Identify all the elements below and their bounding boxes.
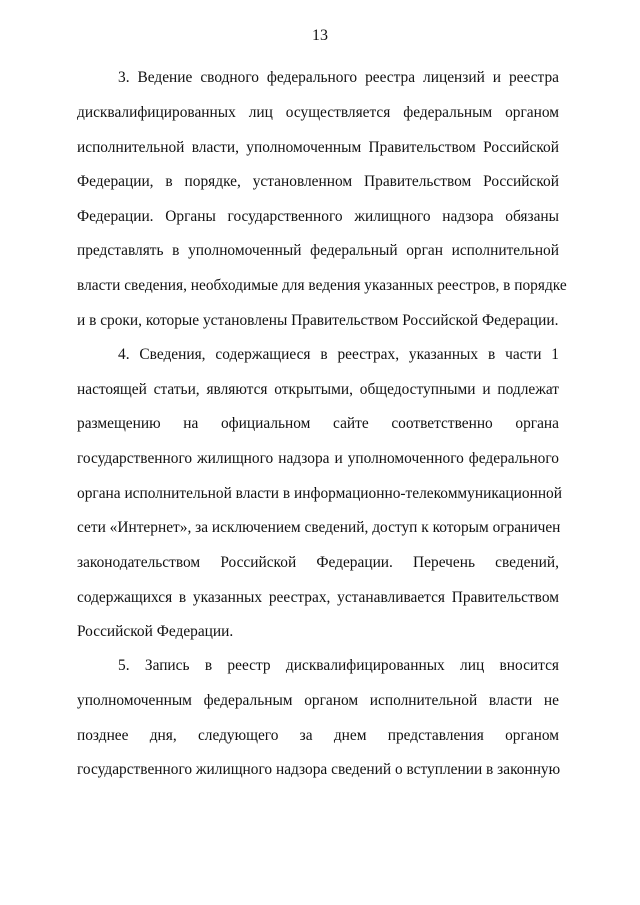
- paragraph-4-line: законодательством Российской Федерации. Перечень сведений,: [77, 554, 559, 571]
- paragraph-4-line: размещению на официальном сайте соответственно органа: [77, 415, 559, 432]
- page-number: 13: [312, 27, 328, 44]
- paragraph-4-line: содержащихся в указанных реестрах, устанавливается Правительством: [77, 589, 559, 606]
- paragraph-4-line: государственного жилищного надзора и уполномоченного федерального: [77, 450, 559, 467]
- paragraph-4-line: настоящей статьи, являются открытыми, общедоступными и подлежат: [77, 381, 559, 398]
- paragraph-5-line: государственного жилищного надзора сведений о вступлении в законную: [77, 761, 561, 778]
- paragraph-5-line: 5. Запись в реестр дисквалифицированных лиц вносится: [118, 657, 559, 674]
- paragraph-3-line: и в сроки, которые установлены Правительством Российской Федерации.: [77, 312, 559, 329]
- paragraph-4-line: Российской Федерации.: [77, 623, 234, 640]
- paragraph-3-line: дисквалифицированных лиц осуществляется федеральным органом: [77, 104, 559, 121]
- paragraph-4-line: 4. Сведения, содержащиеся в реестрах, указанных в части 1: [118, 346, 559, 363]
- paragraph-3-line: власти сведения, необходимые для ведения указанных реестров, в порядке: [77, 277, 567, 294]
- paragraph-5-line: уполномоченным федеральным органом исполнительной власти не: [77, 692, 559, 709]
- paragraph-3-line: представлять в уполномоченный федеральный орган исполнительной: [77, 242, 559, 259]
- paragraph-3-line: 3. Ведение сводного федерального реестра лицензий и реестра: [118, 69, 559, 86]
- paragraph-3-line: Федерации. Органы государственного жилищного надзора обязаны: [77, 208, 559, 225]
- paragraph-5-line: позднее дня, следующего за днем представления органом: [77, 727, 559, 744]
- paragraph-4-line: органа исполнительной власти в информационно-телекоммуникационной: [77, 485, 562, 502]
- paragraph-4-line: сети «Интернет», за исключением сведений, доступ к которым ограничен: [77, 519, 561, 536]
- paragraph-3-line: исполнительной власти, уполномоченным Правительством Российской: [77, 139, 559, 156]
- paragraph-3-line: Федерации, в порядке, установленном Правительством Российской: [77, 173, 559, 190]
